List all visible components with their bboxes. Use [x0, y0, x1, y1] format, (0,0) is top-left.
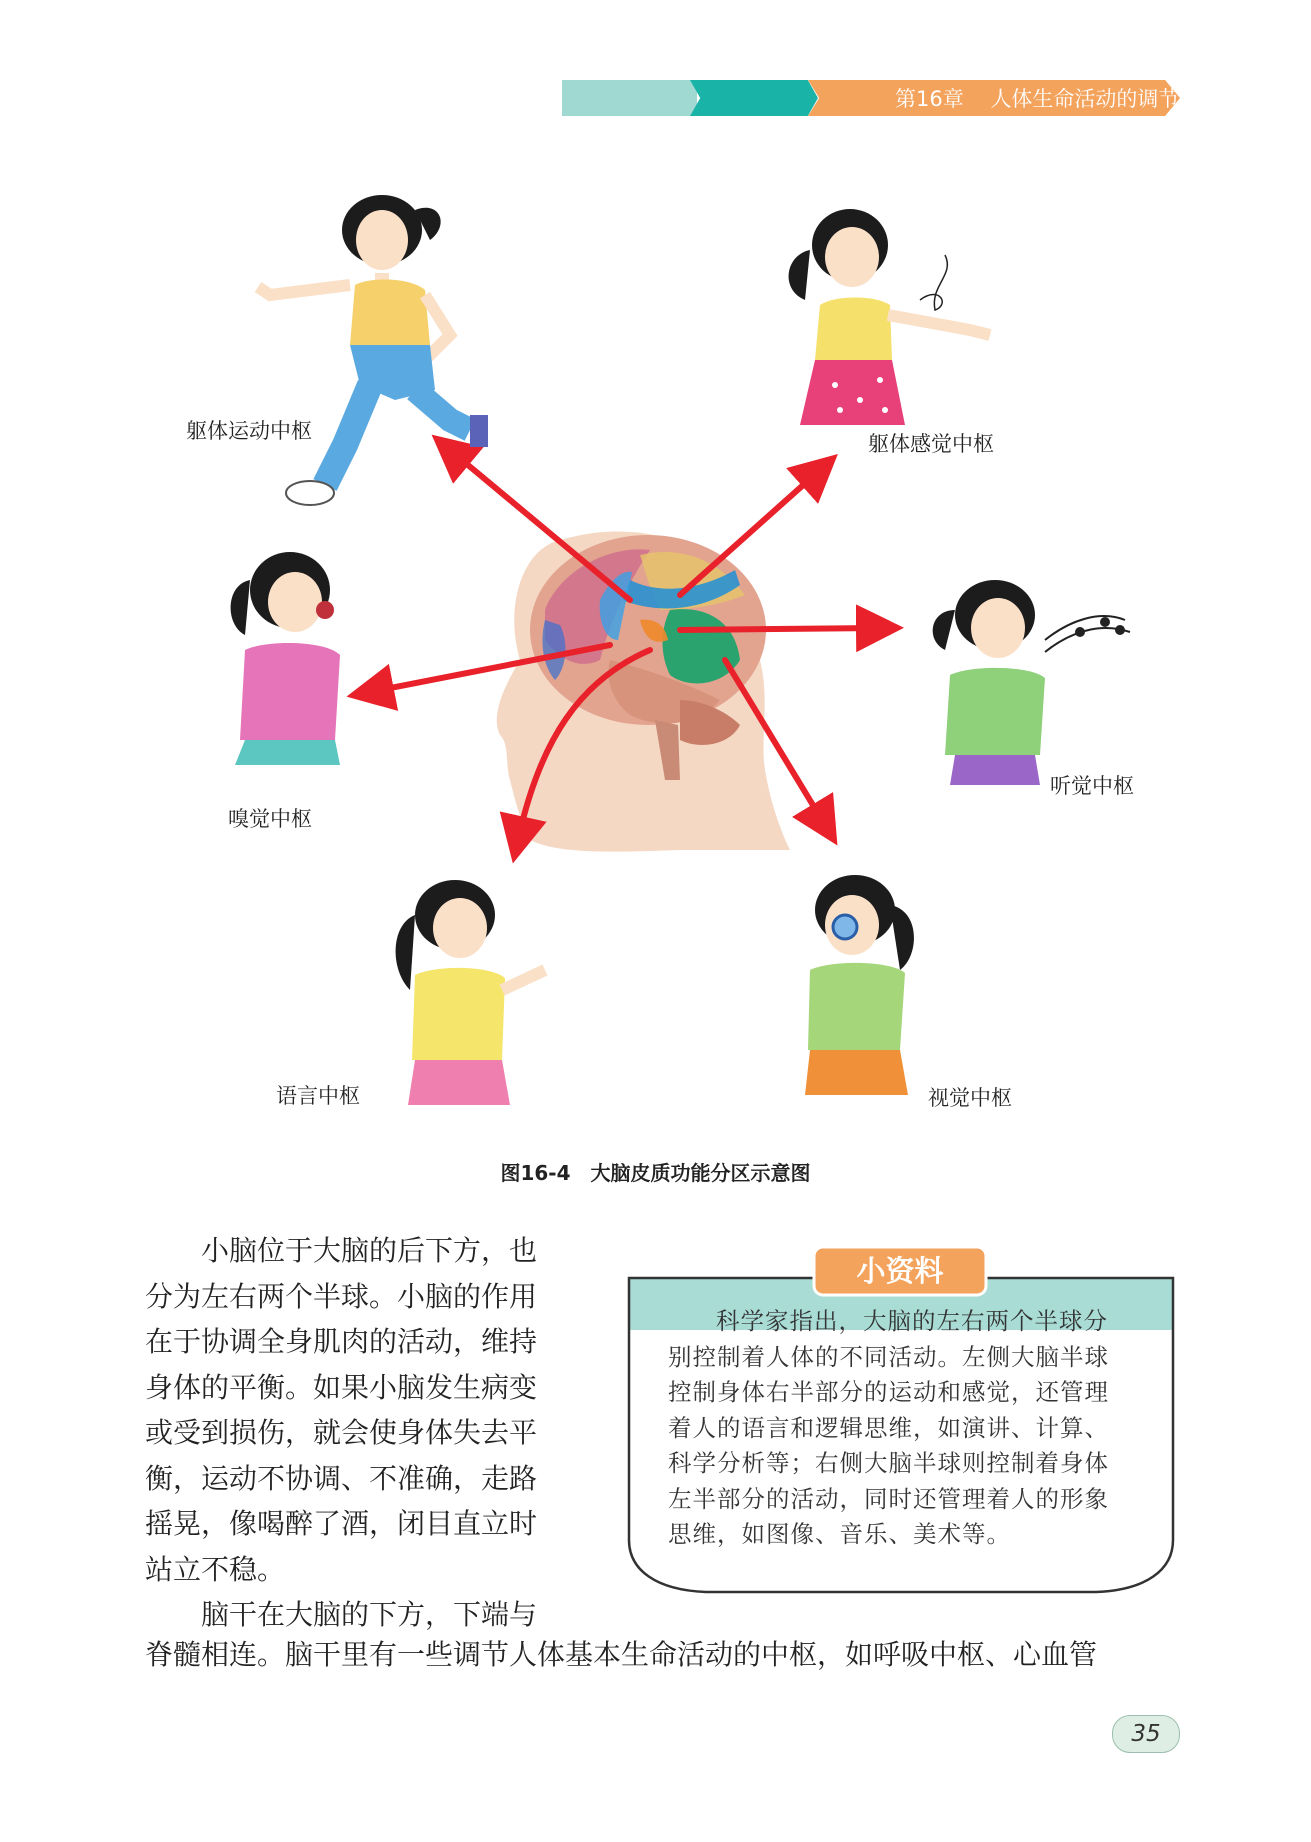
girl-speaking-illustration: [396, 880, 545, 1105]
girl-looking-illustration: [805, 875, 914, 1095]
label-motor-center: 躯体运动中枢: [186, 419, 312, 443]
label-olfactory-center: 嗅觉中枢: [228, 807, 312, 831]
text-line: 摇晃，像喝醉了酒，闭目直立时: [145, 1507, 538, 1540]
header-band-light: [562, 80, 697, 116]
page-number: 35: [1112, 1715, 1180, 1753]
text-line: 衡，运动不协调、不准确，走路: [145, 1461, 538, 1495]
label-sensory-center: 躯体感觉中枢: [868, 432, 994, 456]
text-line: 脑干在大脑的下方，下端与: [201, 1598, 538, 1631]
info-box-title: 小资料: [856, 1254, 944, 1288]
girl-running-illustration: [258, 195, 488, 505]
music-notes-icon: [1045, 616, 1130, 652]
girl-listening-illustration: [933, 580, 1130, 785]
text-line: 小脑位于大脑的后下方，也: [201, 1234, 538, 1267]
info-line: 控制身体右半部分的运动和感觉，还管理: [668, 1378, 1109, 1406]
chapter-name: 人体生命活动的调节: [990, 87, 1180, 111]
info-line: 别控制着人体的不同活动。左侧大脑半球: [668, 1342, 1109, 1371]
chapter-title: [895, 83, 1179, 113]
label-language-center: 语言中枢: [276, 1084, 360, 1108]
text-line: 在于协调全身肌肉的活动，维持: [145, 1325, 538, 1358]
arrow-to-auditory: [680, 628, 880, 630]
info-box: [626, 1240, 1176, 1600]
text-line: 分为左右两个半球。小脑的作用: [145, 1279, 538, 1313]
figure-caption: 图16-4 大脑皮质功能分区示意图: [500, 1161, 811, 1185]
text-line: 或受到损伤，就会使身体失去平: [145, 1416, 538, 1449]
chapter-header: [0, 0, 1311, 130]
text-line: 身体的平衡。如果小脑发生病变: [145, 1370, 538, 1404]
figure-illustration: [0, 140, 1311, 1160]
body-paragraph-continued: 脊髓相连。脑干里有一些调节人体基本生命活动的中枢，如呼吸中枢、心血管: [145, 1638, 1098, 1671]
info-line: 科学家指出，大脑的左右两个半球分: [716, 1307, 1108, 1335]
info-line: 左半部分的活动，同时还管理着人的形象: [668, 1484, 1109, 1513]
label-auditory-center: 听觉中枢: [1050, 774, 1134, 798]
label-visual-center: 视觉中枢: [928, 1086, 1012, 1110]
arrow-to-sensory: [680, 470, 820, 595]
info-box-text: [668, 1304, 1148, 1553]
header-band-teal: [690, 80, 818, 116]
girl-smelling-illustration: [231, 552, 340, 765]
info-line: 思维，如图像、音乐、美术等。: [668, 1520, 1011, 1548]
body-paragraph-left: [145, 1228, 590, 1638]
info-line: 科学分析等；右侧大脑半球则控制着身体: [668, 1449, 1109, 1477]
text-line: 站立不稳。: [145, 1552, 286, 1586]
info-line: 着人的语言和逻辑思维，如演讲、计算、: [668, 1413, 1109, 1442]
brain-function-figure: [0, 140, 1311, 1160]
chapter-number: 第16章: [895, 87, 964, 111]
girl-feeling-fly-illustration: [789, 209, 990, 425]
